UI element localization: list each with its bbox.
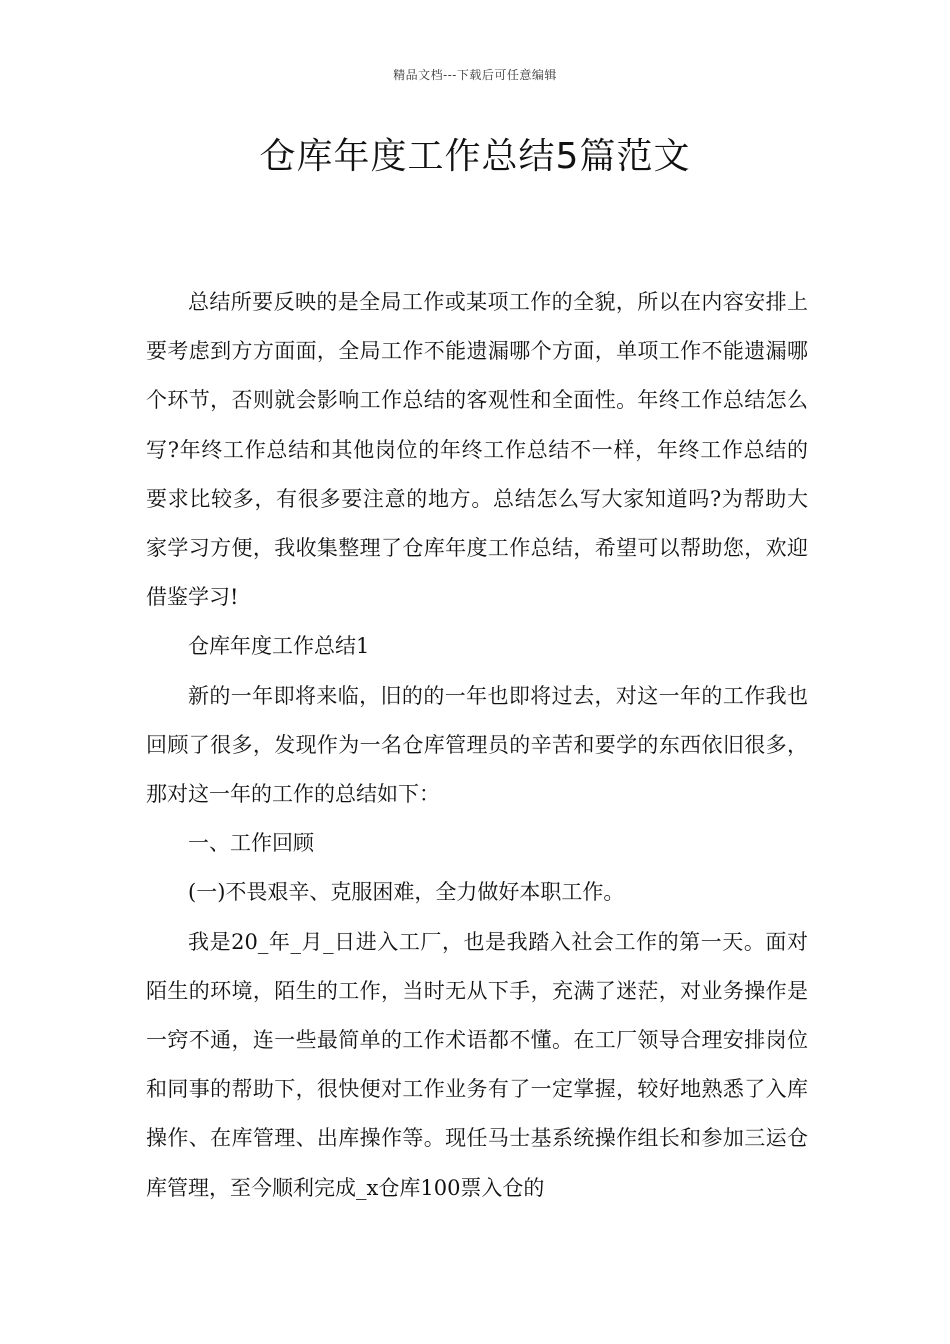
subheading: (一)不畏艰辛、克服困难，全力做好本职工作。 [188, 880, 625, 905]
document-body [146, 278, 808, 1213]
section-heading: 仓库年度工作总结1 [188, 634, 370, 659]
document-title: 仓库年度工作总结5篇范文 [259, 136, 691, 177]
paragraph: 我是20_年_月_日进入工厂，也是我踏入社会工作的第一天。面对陌生的环境，陌生的工作，当时无从下手，充满了迷茫，对业务操作是一窍不通，连一些最简单的工作术语都不懂。在工厂领导合理安排岗位和同事的帮助下，很快便对工作业务有了一定掌握，较好地熟悉了入库操作、在库管理、出库操作等。现任马士基系统操作组长和参加三运仓库管理，至今顺利完成_x仓库100票入仓的 [146, 929, 808, 1200]
subheading: 一、工作回顾 [188, 831, 314, 856]
paragraph-intro: 总结所要反映的是全局工作或某项工作的全貌，所以在内容安排上要考虑到方方面面，全局工作不能遗漏哪个方面，单项工作不能遗漏哪个环节，否则就会影响工作总结的客观性和全面性。年终工作总结怎么写?年终工作总结和其他岗位的年终工作总结不一样，年终工作总结的要求比较多，有很多要注意的地方。总结怎么写大家知道吗?为帮助大家学习方便，我收集整理了仓库年度工作总结，希望可以帮助您，欢迎借鉴学习! [146, 290, 808, 610]
header-note: 精品文档---下载后可任意编辑 [393, 68, 557, 82]
paragraph: 新的一年即将来临，旧的的一年也即将过去，对这一年的工作我也回顾了很多，发现作为一名仓库管理员的辛苦和要学的东西依旧很多，那对这一年的工作的总结如下： [146, 683, 808, 807]
